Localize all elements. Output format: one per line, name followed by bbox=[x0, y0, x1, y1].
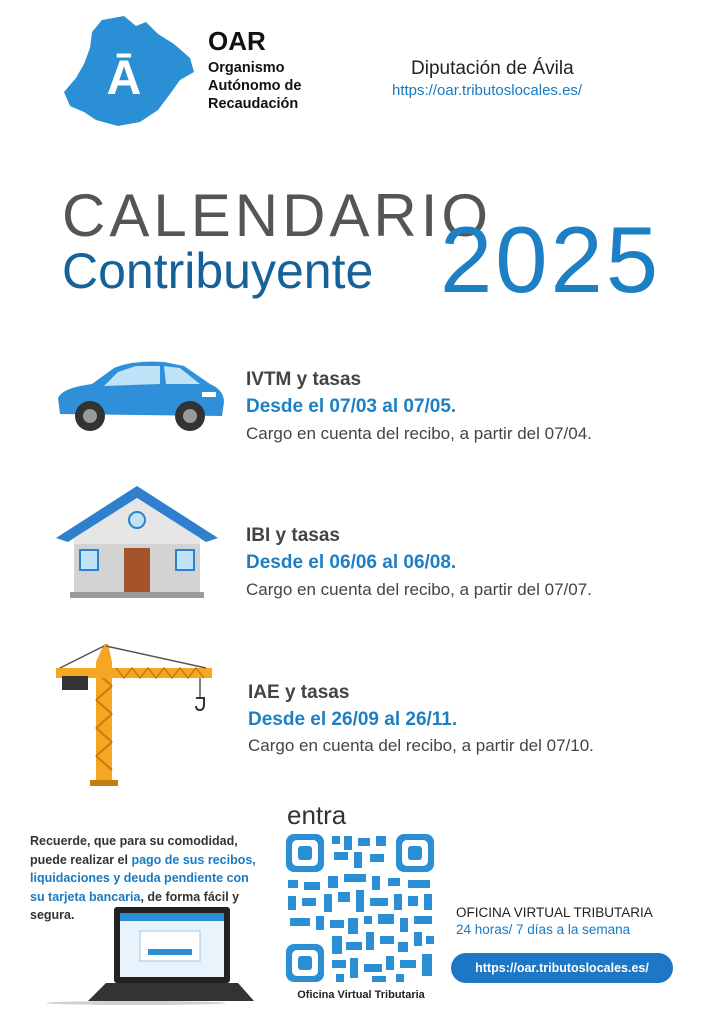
virtual-office-title: OFICINA VIRTUAL TRIBUTARIA bbox=[456, 905, 653, 920]
item-note-iae: Cargo en cuenta del recibo, a partir del 07/10. bbox=[248, 736, 594, 755]
car-icon bbox=[52, 358, 228, 434]
virtual-office-url-button[interactable]: https://oar.tributoslocales.es/ bbox=[451, 953, 673, 983]
contributor-title: Contribuyente bbox=[62, 243, 374, 299]
org-name-line-2: Autónomo de bbox=[208, 78, 302, 94]
qr-code-icon[interactable] bbox=[284, 832, 436, 984]
item-dates-ibi: Desde el 06/06 al 06/08. bbox=[246, 552, 457, 573]
reminder-text-1: Recuerde, que para su comodidad, puede realizar el bbox=[30, 834, 238, 867]
reminder-highlight: pago de sus recibos, liquidaciones y deuda pendiente con su tarjeta bancaria bbox=[30, 852, 256, 904]
house-icon bbox=[54, 482, 220, 598]
item-title-ibi: IBI y tasas bbox=[246, 525, 340, 546]
item-title-iae: IAE y tasas bbox=[248, 682, 350, 703]
laptop-icon bbox=[40, 905, 256, 1005]
institution-name: Diputación de Ávila bbox=[411, 58, 574, 79]
qr-caption: Oficina Virtual Tributaria bbox=[297, 989, 425, 1001]
item-dates-iae: Desde el 26/09 al 26/11. bbox=[248, 709, 458, 730]
org-name-line-3: Recaudación bbox=[208, 96, 299, 112]
item-dates-ivtm: Desde el 07/03 al 07/05. bbox=[246, 396, 457, 417]
oar-logo-icon bbox=[62, 14, 197, 129]
org-short-name: OAR bbox=[208, 26, 266, 56]
logo-letter: Ā bbox=[106, 52, 142, 105]
item-title-ivtm: IVTM y tasas bbox=[246, 369, 362, 390]
crane-icon bbox=[56, 642, 216, 786]
org-name-line-1: Organismo bbox=[208, 60, 285, 76]
reminder-text-2: , de forma fácil y segura. bbox=[30, 889, 240, 922]
entra-label: entra bbox=[287, 800, 347, 830]
virtual-office-hours: 24 horas/ 7 días a la semana bbox=[456, 922, 631, 937]
item-note-ibi: Cargo en cuenta del recibo, a partir del 07/07. bbox=[246, 580, 592, 599]
item-note-ivtm: Cargo en cuenta del recibo, a partir del 07/04. bbox=[246, 424, 592, 443]
calendar-title: CALENDARIO bbox=[62, 182, 493, 249]
year-title: 2025 bbox=[440, 207, 662, 312]
header-url-link[interactable]: https://oar.tributoslocales.es/ bbox=[392, 82, 583, 99]
